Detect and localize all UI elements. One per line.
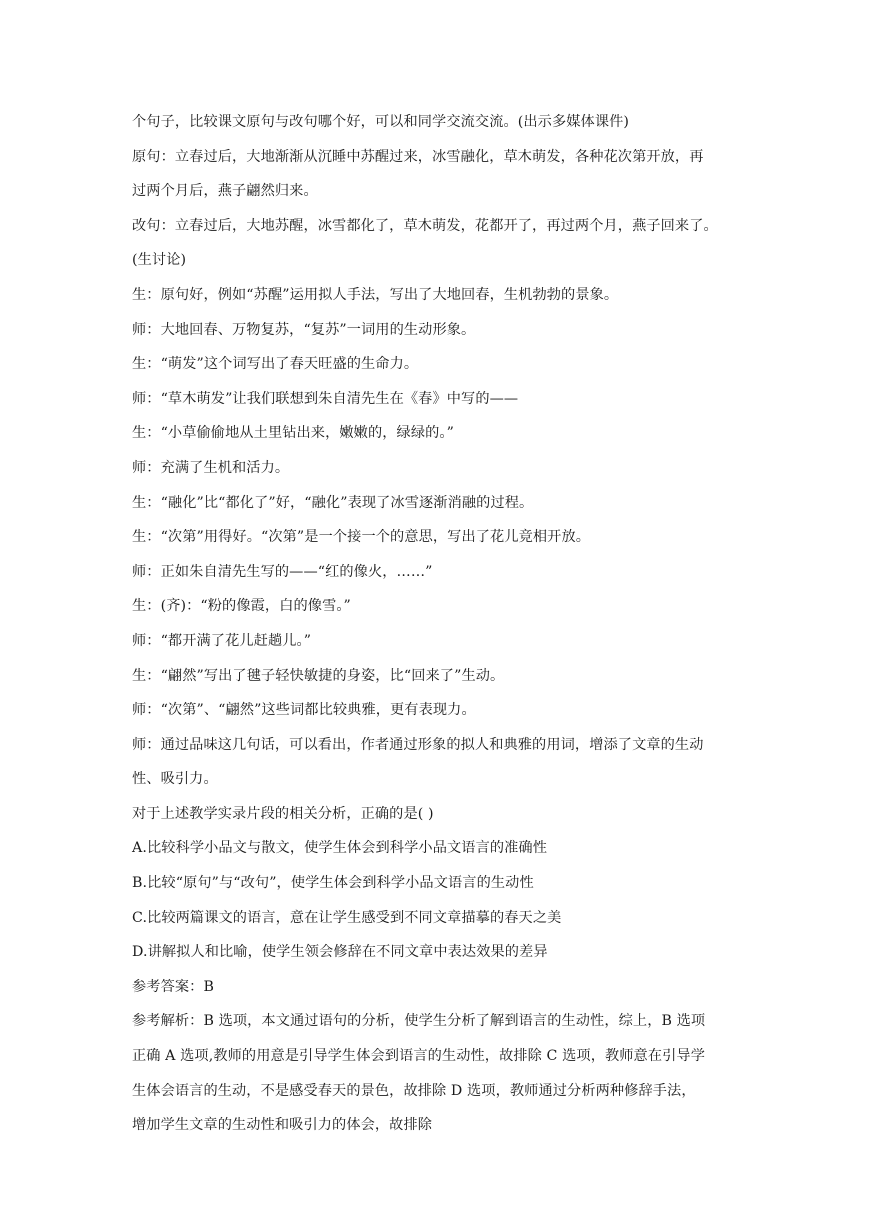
- dialogue-line: 生：(齐)：“粉的像霞，白的像雪。”: [132, 598, 351, 615]
- reference-explanation: 增加学生文章的生动性和吸引力的体会，故排除: [132, 1117, 433, 1134]
- dialogue-line: 生：“小草偷偷地从土里钻出来，嫩嫩的，绿绿的。”: [132, 425, 454, 442]
- dialogue-line: 师：“次第”、“翩然”这些词都比较典雅，更有表现力。: [132, 702, 476, 719]
- dialogue-line: 生：原句好，例如“苏醒”运用拟人手法，写出了大地回春，生机勃勃的景象。: [132, 286, 619, 303]
- option-d: D.讲解拟人和比喻，使学生领会修辞在不同文章中表达效果的差异: [132, 944, 548, 961]
- text-line-revised-sentence: 改句：立春过后，大地苏醒，冰雪都化了，草木萌发，花都开了，再过两个月，燕子回来了。: [132, 217, 718, 234]
- text-line-discussion: (生讨论): [132, 252, 187, 269]
- dialogue-line: 生：“萌发”这个词写出了春天旺盛的生命力。: [132, 356, 419, 373]
- dialogue-line: 师：“都开满了花儿赶趟儿。”: [132, 632, 312, 649]
- reference-answer: 参考答案：B: [132, 978, 214, 995]
- text-line-intro: 个句子，比较课文原句与改句哪个好，可以和同学交流交流。(出示多媒体课件): [132, 114, 630, 130]
- dialogue-line: 师：“草木萌发”让我们联想到朱自清先生在《春》中写的——: [132, 390, 519, 407]
- dialogue-line: 师：大地回春、万物复苏，“复苏”一词用的生动形象。: [132, 321, 476, 338]
- dialogue-line: 师：正如朱自清先生写的——“红的像火，……”: [132, 563, 433, 580]
- reference-explanation: 生体会语言的生动，不是感受春天的景色，故排除 D 选项，教师通过分析两种修辞手法，: [132, 1082, 696, 1099]
- option-b: B.比较“原句”与“改句”，使学生体会到科学小品文语言的生动性: [132, 875, 534, 892]
- dialogue-line: 性、吸引力。: [132, 771, 218, 788]
- dialogue-line: 生：“融化”比“都化了”好，“融化”表现了冰雪逐渐消融的过程。: [132, 494, 534, 511]
- text-line-original-sentence-cont: 过两个月后，燕子翩然归来。: [132, 183, 318, 200]
- question-stem: 对于上述教学实录片段的相关分析，正确的是( ): [132, 805, 434, 822]
- option-c: C.比较两篇课文的语言，意在让学生感受到不同文章描摹的春天之美: [132, 909, 562, 926]
- reference-explanation: 正确 A 选项,教师的用意是引导学生体会到语言的生动性，故排除 C 选项，教师意在引导学: [132, 1048, 705, 1065]
- dialogue-line: 生：“翩然”写出了毽子轻快敏捷的身姿，比“回来了”生动。: [132, 667, 505, 684]
- reference-explanation: 参考解析：B 选项，本文通过语句的分析，使学生分析了解到语言的生动性，综上，B 选项: [132, 1013, 706, 1030]
- dialogue-line: 师：通过品味这几句话，可以看出，作者通过形象的拟人和典雅的用词，增添了文章的生动: [132, 736, 704, 753]
- text-line-original-sentence: 原句：立春过后，大地渐渐从沉睡中苏醒过来，冰雪融化，草木萌发，各种花次第开放，再: [132, 148, 704, 165]
- document-body: [132, 109, 744, 1147]
- dialogue-line: 师：充满了生机和活力。: [132, 459, 290, 476]
- dialogue-line: 生：“次第”用得好。“次第”是一个接一个的意思，写出了花儿竞相开放。: [132, 529, 591, 546]
- option-a: A.比较科学小品文与散文，使学生体会到科学小品文语言的准确性: [132, 840, 548, 857]
